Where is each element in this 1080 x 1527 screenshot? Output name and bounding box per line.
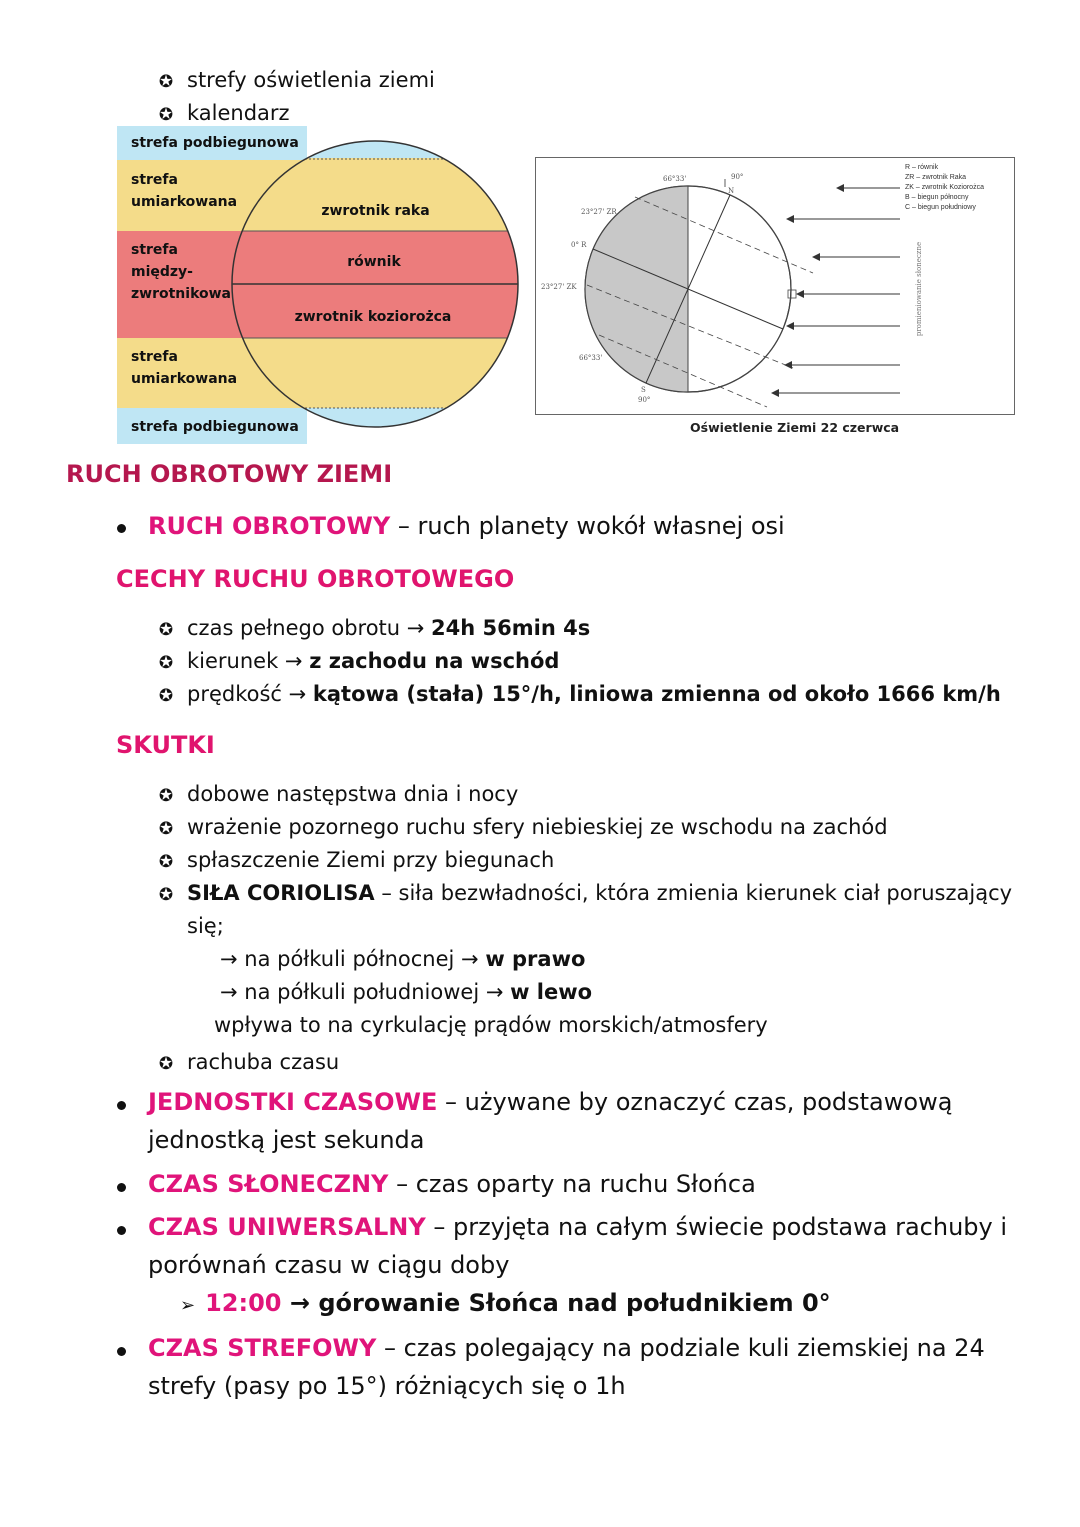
coriolis-continuation: się;: [187, 914, 224, 938]
list-item: ✪ prędkość → kątowa (stała) 15°/h, liniowa zmienna od około 1666 km/h: [155, 682, 1001, 706]
globe-zones: [225, 140, 525, 430]
definition-continuation: strefy (pasy po 15°) różniących się o 1h: [148, 1372, 626, 1400]
tropic-of-cancer-label: zwrotnik raka: [318, 196, 433, 226]
definition-continuation: porównań czasu w ciągu doby: [148, 1251, 510, 1279]
star-bullet-icon: ✪: [158, 653, 174, 673]
equator-mark: 0° R: [571, 241, 587, 249]
bullet-icon: [117, 1183, 126, 1192]
tropic-of-capricorn-label: zwrotnik koziorożca: [292, 302, 454, 332]
star-bullet-icon: ✪: [158, 105, 174, 125]
angle-mark: 66°33': [663, 175, 687, 183]
star-bullet-icon: ✪: [158, 786, 174, 806]
arrow-bullet-icon: ➢: [180, 1295, 196, 1316]
tropic-mark: 23°27' ZR: [581, 208, 617, 216]
zone-label-temperate-bottom: strefa umiarkowana: [117, 338, 307, 408]
list-item: ✪ strefy oświetlenia ziemi: [155, 68, 435, 92]
legend-item: B – biegun północny: [905, 194, 969, 201]
star-bullet-icon: ✪: [158, 819, 174, 839]
list-item: ✪ wrażenie pozornego ruchu sfery niebieskiej ze wschodu na zachód: [155, 815, 888, 839]
bullet-icon: [117, 524, 126, 533]
definition-item: CZAS STREFOWY – czas polegający na podziale kuli ziemskiej na 24: [148, 1334, 985, 1362]
zone-label-polar-bottom: strefa podbiegunowa: [117, 408, 307, 444]
star-bullet-icon: ✪: [158, 686, 174, 706]
legend-item: ZK – zwrotnik Koziorożca: [905, 184, 984, 191]
tropic-mark: 23°27' ZK: [541, 283, 577, 291]
sub-item: → na półkuli północnej → w prawo: [220, 947, 586, 971]
angle-mark: 90°: [638, 396, 651, 404]
list-item: ✪ czas pełnego obrotu → 24h 56min 4s: [155, 616, 590, 640]
zone-label-temperate-top: strefa umiarkowana: [117, 160, 307, 231]
list-item: ✪ rachuba czasu: [155, 1050, 339, 1074]
bullet-icon: [117, 1226, 126, 1235]
legend-item: ZR – zwrotnik Raka: [905, 174, 967, 181]
solar-radiation-label: promieniowanie słoneczne: [915, 241, 923, 337]
angle-mark: 66°33': [579, 354, 603, 362]
star-bullet-icon: ✪: [158, 885, 174, 905]
definition-item: CZAS SŁONECZNY – czas oparty na ruchu Słońca: [148, 1170, 756, 1198]
legend-item: C – biegun południowy: [905, 204, 976, 211]
equator-label: równik: [336, 247, 412, 277]
noon-item: ➢ 12:00 → górowanie Słońca nad południkiem 0°: [180, 1289, 831, 1317]
definition-continuation: jednostką jest sekunda: [148, 1126, 425, 1154]
section-title: RUCH OBROTOWY ZIEMI: [66, 460, 393, 488]
south-mark: S: [641, 386, 646, 394]
definition-item: CZAS UNIWERSALNY – przyjęta na całym świecie podstawa rachuby i: [148, 1213, 1008, 1241]
star-bullet-icon: ✪: [158, 620, 174, 640]
figure-caption: Oświetlenie Ziemi 22 czerwca: [690, 420, 900, 435]
bullet-icon: [117, 1101, 126, 1110]
star-bullet-icon: ✪: [158, 1054, 174, 1074]
list-item: ✪ SIŁA CORIOLISA – siła bezwładności, która zmienia kierunek ciał poruszający: [155, 881, 1012, 905]
list-item: ✪ dobowe następstwa dnia i nocy: [155, 782, 518, 806]
angle-mark: 90°: [731, 173, 744, 181]
bullet-icon: [117, 1347, 126, 1356]
sub-item: → na półkuli południowej → w lewo: [220, 980, 593, 1004]
list-item: ✪ kierunek → z zachodu na wschód: [155, 649, 559, 673]
zone-label-polar-top: strefa podbiegunowa: [117, 126, 307, 160]
features-heading: CECHY RUCHU OBROTOWEGO: [116, 565, 515, 593]
effects-heading: SKUTKI: [116, 731, 215, 759]
legend-item: R – równik: [905, 164, 939, 171]
star-bullet-icon: ✪: [158, 72, 174, 92]
list-item: ✪ kalendarz: [155, 101, 290, 125]
north-mark: N: [728, 187, 735, 195]
illumination-diagram: [535, 157, 1015, 415]
definition-item: JEDNOSTKI CZASOWE – używane by oznaczyć czas, podstawową: [148, 1088, 953, 1116]
zone-label-tropical: strefa między- zwrotnikowa: [117, 231, 307, 338]
coriolis-note: wpływa to na cyrkulację prądów morskich/atmosfery: [214, 1013, 768, 1037]
list-item: ✪ spłaszczenie Ziemi przy biegunach: [155, 848, 554, 872]
star-bullet-icon: ✪: [158, 852, 174, 872]
definition-item: RUCH OBROTOWY – ruch planety wokół własnej osi: [148, 512, 785, 540]
